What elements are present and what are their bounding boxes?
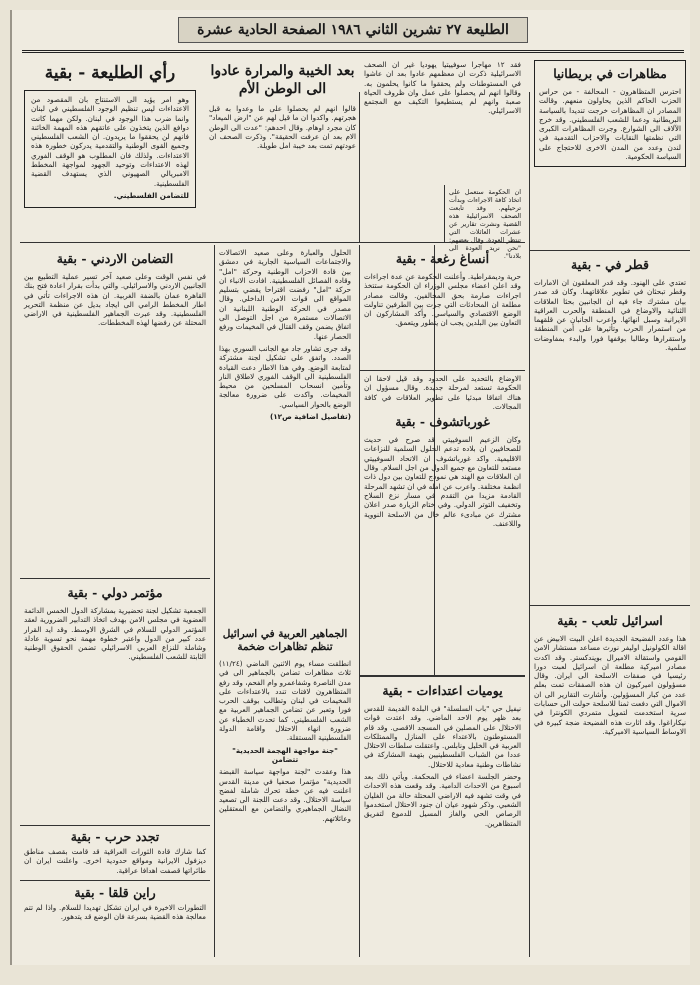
article-return-home-tail bbox=[445, 188, 525, 260]
article-worry-body: التطورات الاخيرة في ايران تشكل تهديدا للسلام. واذا لم تتم معالجة هذه القضية بسرعة فان الوضع قد يتدهور. bbox=[24, 903, 206, 922]
section-rule bbox=[20, 880, 210, 881]
article-raga-body2: الاوضاع بالتحديد على الحدود وقد قيل لاحقا ان الحكومة تستعد لمرحلة جديدة. وقال مسؤول ان هناك اتفاقا مبدئيا على تطوير العلاقات في كافة المجالات. bbox=[364, 374, 521, 411]
article-opinion-closing: للتضامن الفلسطيني. bbox=[113, 190, 189, 200]
article-arab-warning-title: الجماهير العربية في اسرائيل تنظم تظاهرات ضخمة bbox=[222, 628, 348, 653]
newspaper-page bbox=[10, 10, 690, 965]
article-middle-body2: وقد جرى تشاور جاد مع الجانب السوري بهذا الصدد. واتفق على تشكيل لجنة مشتركة لمتابعة الوضع. وفي هذا الاطار دعت القيادة الفلسطينية الى الوقف الفوري لاطلاق النار وتأمين انسحاب المسلحين من محيط المخيمات. واكدت على ضرورة معالجة الوضع بالحوار السياسي. bbox=[219, 343, 351, 409]
article-war bbox=[20, 828, 210, 878]
section-rule bbox=[360, 370, 525, 371]
section-rule bbox=[20, 825, 210, 826]
article-aggressions-quote: "جنة مواجهة الهجمة الحديدية" تتضامن bbox=[232, 745, 338, 764]
page-header-text: الطليعة ٢٧ تشرين الثاني ١٩٨٦ الصفحة الحادية عشرة bbox=[178, 17, 528, 43]
article-raga bbox=[360, 248, 525, 368]
article-gorbachev-title: غورباتشوف - بقية bbox=[395, 414, 490, 430]
article-return-home-body: فقد ١٢ مهاجرا سوفييتيا يهوديا غير ان الصحف الاسرائيلية ذكرت ان معظمهم عادوا بعد ان عاشوا في المستوطنات ولم يحققوا ما كانوا يحلمون به. وقالوا انهم لم يحصلوا على عمل وان ظروف الحياة صعبة وانهم لم يستطيعوا التكيف مع المجتمع الاسرائيلي. bbox=[364, 60, 521, 116]
article-raga-body: حرية وديمقراطية. وأعلنت الحكومة عن عدة اجراءات وقد اعلن اعضاء مجلس الوزراء ان الحكومة ستتخذ اجراءات صارمة بحق المخالفين. وقالت مصادر مطلعة ان المحادثات التي جرت بين الطرفين تناولت الوضع الاقتصادي والسياسي. وأكد المشاركون ان التعاون بين البلدين يجب ان يتطور ويتعمق. bbox=[364, 272, 521, 328]
article-britain-title: مظاهرات في بريطانيا bbox=[553, 66, 667, 81]
article-conference-body: الجمعية تشكيل لجنة تحضيرية بمشاركة الدول الخمس الدائمة العضوية في مجلس الامن بهدف اتخاذ التدابير الضرورية لعقد المؤتمر الدولي للسلام في الشرق الاوسط. وقد ايد القرار عدد كبير من الدول واعتبر خطوة مهمة نحو تسوية عادلة وشاملة للنزاع العربي الاسرائيلي تضمن الحقوق الوطنية الثابتة للشعب الفلسطيني. bbox=[24, 606, 206, 662]
article-return-home-cont bbox=[205, 60, 360, 240]
article-aggressions-body2: وحضر الجلسة اعضاء في المحكمة. ويأتي ذلك بعد اسبوع من الاحداث الدامية. وقد وقعت هذه الاحداث في وقت تشهد فيه الاراضي المحتلة حالة من الغليان الشعبي. وذكر شهود عيان ان جنود الاحتلال استخدموا الرصاص الحي والغاز المسيل للدموع لتفريق المتظاهرين. bbox=[364, 772, 521, 828]
article-qatar bbox=[530, 254, 690, 602]
article-opinion-body: وهو امر يؤيد الى الاستنتاج بان المقصود من الاعتداءات ليس تنظيم الوجود الفلسطيني في لبنان وانما ضرب هذا الوجود في لبنان. ولكن مهما كانت دوافع الذين يتخذون على عاتقهم هذه المهمة الخائنة فانهم لن يحققوا ما يريدون. ان الشعب الفلسطيني وجميع القوى الوطنية والتقدمية يدركون خطورة هذه الاعتداءات. ولذلك فان المطلوب هو الوقف الفوري لهذه الاعتداءات وتوحيد الجهود لمواجهة المخطط الامبريالي الصهيوني الذي يستهدف القضية الفلسطينية. bbox=[31, 95, 189, 188]
article-return-home-title: بعد الخيبة والمرارة عادوا الى الوطن الأم bbox=[210, 63, 355, 97]
article-worry-title: راين قلقا - بقية bbox=[74, 885, 156, 900]
section-rule bbox=[530, 250, 690, 251]
article-war-body: كما شارك قادة الثورات العراقية قد قامت بقصف مناطق ديزفول الايرانية ومواقع حدودية اخرى. واعلنت ايران ان طائراتها قصفت اهدافا عراقية. bbox=[24, 847, 206, 875]
article-israel-plays bbox=[530, 610, 690, 955]
article-israel-plays-body: هذا وعدد الفضيحة الجديدة اعلن البيت الابيض عن اقالة الكولونيل اوليفر نورث مساعد مستشار الامن القومي واستقالة الاميرال بويندكستر. وقد اكدت مصادر اميركية مطلعة ان اسرائيل لعبت دورا رئيسيا في صفقات الاسلحة الى ايران. وقال مسؤولون اميركيون ان هذه الصفقات تمت بعلم عدد من كبار المسؤولين. وأشارت التقارير الى ان الاموال التي دفعت ثمنا للاسلحة حولت الى حسابات سرية استخدمت لتمويل متمردي الكونترا في نيكاراغوا. وقد اثارت هذه الفضيحة ضجة كبيرة في الاوساط السياسية الاميركية. bbox=[534, 634, 686, 736]
article-arab-warning bbox=[215, 625, 355, 957]
article-war-title: تجدد حرب - بقية bbox=[70, 829, 160, 844]
article-worry bbox=[20, 884, 210, 956]
article-britain bbox=[530, 60, 690, 248]
article-arab-solidarity bbox=[20, 248, 210, 576]
article-aggressions-body: نيفيل حي "باب السلسلة" في البلدة القديمة للقدس بعد ظهر يوم الاحد الماضي. وقد اعتدت قوات الاحتلال على المصلين في المسجد الاقصى. وقد قام المستوطنون بالاعتداء على المنازل والممتلكات العربية في الخليل ونابلس. واعتقلت سلطات الاحتلال عددا من الشباب الفلسطينيين بتهمة المشاركة في نشاطات وطنية معادية للاحتلال. bbox=[364, 704, 521, 769]
article-gorbachev bbox=[360, 374, 525, 672]
article-britain-body: احترس المتظاهرون - المحالفة - من حراس الحزب الحاكم الذين يحاولون منعهم. وقالت المصادر ان المظاهرات خرجت تنديدا بالسياسة البريطانية ودعما للشعب الفلسطيني. وقد خرج الآلاف الى الشوارع. وجرت المظاهرات الكبرى التي نظمتها النقابات والاحزاب التقدمية في لندن وعدد من المدن الاخرى للاحتجاج على السياسة الحكومية. bbox=[539, 87, 681, 162]
article-arab-solidarity-title: التضامن الاردني - بقية bbox=[56, 251, 174, 266]
article-opinion-title: رأي الطليعة - بقية bbox=[44, 63, 176, 83]
page-header bbox=[22, 10, 684, 53]
article-israel-plays-title: اسرائيل تلعب - بقية bbox=[557, 613, 663, 628]
article-return-home-body3: ان الحكومة ستعمل على اتخاذ كافة الاجراءات وبدأت ترحيلهم. وقد تابعت الصحف الاسرائيلية هذه القضية ونشرت تقارير عن عشرات العائلات التي تنتظر العودة. وقال بعضهم: "نحن نريد العودة الى بلادنا". bbox=[449, 188, 521, 260]
article-arab-warning-body: انطلقت مساء يوم الاثنين الماضي (١١/٢٤) ثلاث مظاهرات تضامن بالجماهير الى في مدن الناصرة وشفاعمرو وام الفحم، وقد رفع المتظاهرون لافتات تندد بالاعتداءات على المخيمات في لبنان وتطالب بوقف الحرب فورا وتعبر عن تضامن الجماهير العربية مع الشعب الفلسطيني. كما تحدث الخطباء عن ضرورة انهاء الاحتلال واقامة الدولة الفلسطينية المستقلة. bbox=[219, 659, 351, 743]
article-qatar-body: تعتدي على الهنود. وقد قدر المعلقون ان الامارات وقطر تبحثان في تطوير علاقاتهما. وكان قد صدر بيان مشترك جاء فيه ان الجانبين بحثا العلاقات الثنائية والاوضاع في المنطقة والحرب العراقية الايرانية وسبل انهائها. واعرب الجانبان عن قلقهما من استمرار الحرب وتأثيرها على أمن المنطقة واستقرارها وطالبا بوقفها فورا والبدء بمفاوضات سلمية. bbox=[534, 278, 686, 353]
article-middle bbox=[215, 248, 355, 623]
article-qatar-title: قطر في - بقية bbox=[570, 257, 650, 272]
section-rule bbox=[20, 578, 210, 579]
article-conference-title: مؤتمر دولي - بقية bbox=[67, 585, 163, 600]
article-arab-warning-note: (تفاصيل اضافية ص١٢) bbox=[269, 412, 351, 422]
article-opinion bbox=[20, 60, 200, 240]
section-rule bbox=[360, 675, 525, 677]
article-aggressions-body3: هذا وعقدت "لجنة مواجهة سياسة القبضة الحديدية" مؤتمرا صحفيا في مدينة القدس اعلنت فيه عن خطة تحرك شاملة لفضح سياسة الاحتلال. وقد دعت اللجنة الى تصعيد النضال الجماهيري والتضامن مع المعتقلين وعائلاتهم. bbox=[219, 767, 351, 823]
article-conference bbox=[20, 582, 210, 822]
article-raga-title: أنساغ رغعة - بقية bbox=[395, 251, 490, 266]
section-rule bbox=[530, 605, 690, 606]
article-arab-solidarity-body: في نفس الوقت وعلى صعيد آخر تسير عملية التطبيع بين الجانبين الاردني والاسرائيلي. والتي بدأت بقرار اعادة فتح بنك القاهرة عمان بالضفة الغربية. ان هذه الاجراءات تأتي في اطار المخطط الرامي الى ايجاد بديل عن منظمة التحرير الفلسطينية. وقد عبرت الجماهير الفلسطينية في الاراضي المحتلة عن رفضها لهذه المخططات. bbox=[24, 272, 206, 328]
article-aggressions-title: يوميات اعتداءات - بقية bbox=[382, 683, 503, 698]
article-return-home-body2: قالوا انهم لم يحصلوا على ما وعدوا به قبل هجرتهم. واكدوا ان ما قيل لهم عن "ارض الميعاد" كان مجرد اوهام. وقال احدهم: "عدت الى الوطن الام بعد ان عرفت الحقيقة". وذكرت الصحف ان عودتهم تمت بعد خيبة امل طويلة. bbox=[209, 104, 356, 151]
article-middle-body: الحلول والعبارة وعلى صعيد الاتصالات والاجتماعات السياسية الجارية في دمشق بين قادة الاحزاب الوطنية وحركة "امل" وقادة الفصائل الفلسطينية. افادت الانباء ان حركة "امل" رفضت اقتراحا يقضي بتسليم المواقع الى قوات الامن الداخلي. وقال مصدر في الحركة الوطنية اللبنانية ان الاتصالات مستمرة من اجل التوصل الى اتفاق يضمن وقف القتال في المخيمات ورفع الحصار عنها. bbox=[219, 248, 351, 341]
article-gorbachev-body: وكان الزعيم السوفييتي قد صرح في حديث للصحافيين ان بلاده تدعم الحلول السلمية للنزاعات الاقليمية. واكد غورباتشوف ان الاتحاد السوفييتي مستعد للتعاون مع جميع الدول من اجل السلام. وقال ان العلاقات مع الهند هي نموذج للتعاون بين دول ذات انظمة مختلفة. واعرب عن امله في ان تشهد المرحلة القادمة مزيدا من التقدم في مسار نزع السلاح وتخفيف التوتر الدولي. وفي ختام الزيارة صدر اعلان مشترك عن مبادىء عالم خال من الاسلحة النووية واللاعنف. bbox=[364, 435, 521, 528]
article-aggressions bbox=[360, 680, 525, 957]
